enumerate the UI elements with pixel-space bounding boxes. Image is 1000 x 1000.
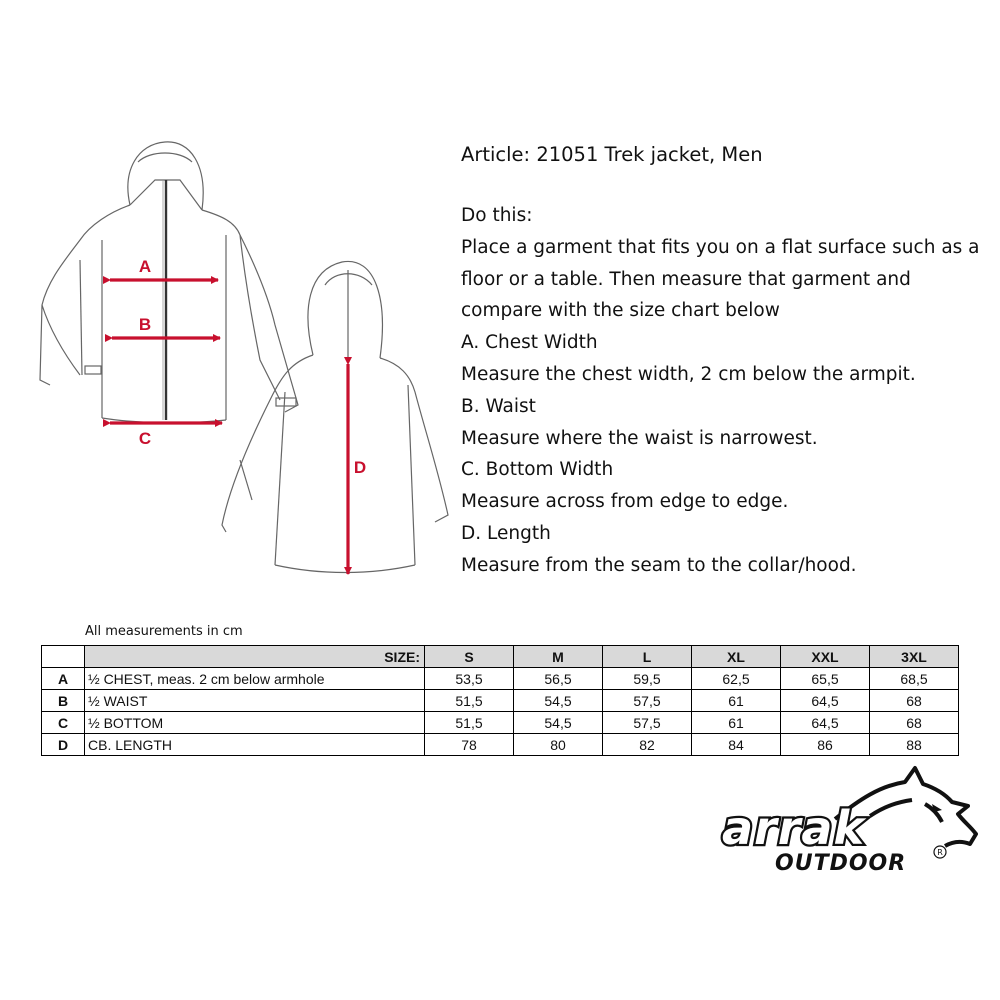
row-key: A (42, 668, 85, 690)
jacket-front-drawing (40, 142, 298, 423)
table-row (42, 690, 959, 712)
instruction-line: Place a garment that fits you on a flat surface such as a (461, 236, 980, 258)
size-header-s: S (425, 646, 514, 668)
table-cell: 59,5 (603, 668, 692, 690)
instruction-line: compare with the size chart below (461, 300, 780, 322)
table-cell: 61 (692, 690, 781, 712)
table-cell: 54,5 (514, 690, 603, 712)
table-cell: 56,5 (514, 668, 603, 690)
registered-mark-text: R (937, 848, 943, 857)
table-cell: 54,5 (514, 712, 603, 734)
table-cell: 68 (870, 690, 959, 712)
instruction-line: Measure from the seam to the collar/hood. (461, 554, 857, 576)
instruction-line: Measure the chest width, 2 cm below the armpit. (461, 363, 916, 385)
table-row (42, 668, 959, 690)
jacket-back-drawing (222, 261, 448, 572)
size-header-l: L (603, 646, 692, 668)
logo-sub-text: OUTDOOR (775, 851, 907, 876)
table-cell: 82 (603, 734, 692, 756)
instruction-line: Do this: (461, 205, 533, 226)
table-cell: 88 (870, 734, 959, 756)
header-blank-cell (42, 646, 85, 668)
table-cell: 78 (425, 734, 514, 756)
arrak-outdoor-logo (720, 764, 980, 884)
table-cell: 64,5 (781, 712, 870, 734)
table-cell: 68,5 (870, 668, 959, 690)
row-label: ½ WAIST (85, 690, 425, 712)
table-cell: 53,5 (425, 668, 514, 690)
table-row (42, 734, 959, 756)
instruction-line: Measure where the waist is narrowest. (461, 427, 818, 449)
jacket-measurement-diagram (30, 130, 460, 590)
size-header-m: M (514, 646, 603, 668)
row-key: D (42, 734, 85, 756)
diagram-label-c: C (138, 429, 152, 448)
article-title: Article: 21051 Trek jacket, Men (461, 143, 763, 166)
diagram-label-d: D (353, 458, 367, 477)
instruction-heading-bottom: C. Bottom Width (461, 459, 614, 481)
table-cell: 86 (781, 734, 870, 756)
table-cell: 51,5 (425, 712, 514, 734)
table-cell: 80 (514, 734, 603, 756)
row-label: ½ CHEST, meas. 2 cm below armhole (85, 668, 425, 690)
instruction-heading-chest: A. Chest Width (461, 332, 598, 354)
instruction-heading-waist: B. Waist (461, 395, 536, 417)
instruction-line: floor or a table. Then measure that garment and (461, 268, 911, 290)
row-key: B (42, 690, 85, 712)
size-header-xl: XL (692, 646, 781, 668)
table-cell: 84 (692, 734, 781, 756)
size-header-3xl: 3XL (870, 646, 959, 668)
row-key: C (42, 712, 85, 734)
table-cell: 68 (870, 712, 959, 734)
row-label: CB. LENGTH (85, 734, 425, 756)
table-cell: 57,5 (603, 712, 692, 734)
instruction-line: Measure across from edge to edge. (461, 491, 789, 513)
units-note: All measurements in cm (85, 624, 243, 639)
table-cell: 57,5 (603, 690, 692, 712)
size-label-cell: SIZE: (85, 646, 425, 668)
table-cell: 65,5 (781, 668, 870, 690)
diagram-label-a: A (138, 257, 152, 276)
table-row (42, 712, 959, 734)
size-chart-table (41, 645, 959, 756)
instruction-heading-length: D. Length (461, 522, 551, 544)
table-cell: 64,5 (781, 690, 870, 712)
instructions-panel (461, 138, 991, 582)
table-cell: 61 (692, 712, 781, 734)
row-label: ½ BOTTOM (85, 712, 425, 734)
size-header-row (42, 646, 959, 668)
logo-brand-text: arrak (722, 801, 866, 855)
table-cell: 51,5 (425, 690, 514, 712)
size-header-xxl: XXL (781, 646, 870, 668)
diagram-label-b: B (138, 315, 152, 334)
table-cell: 62,5 (692, 668, 781, 690)
